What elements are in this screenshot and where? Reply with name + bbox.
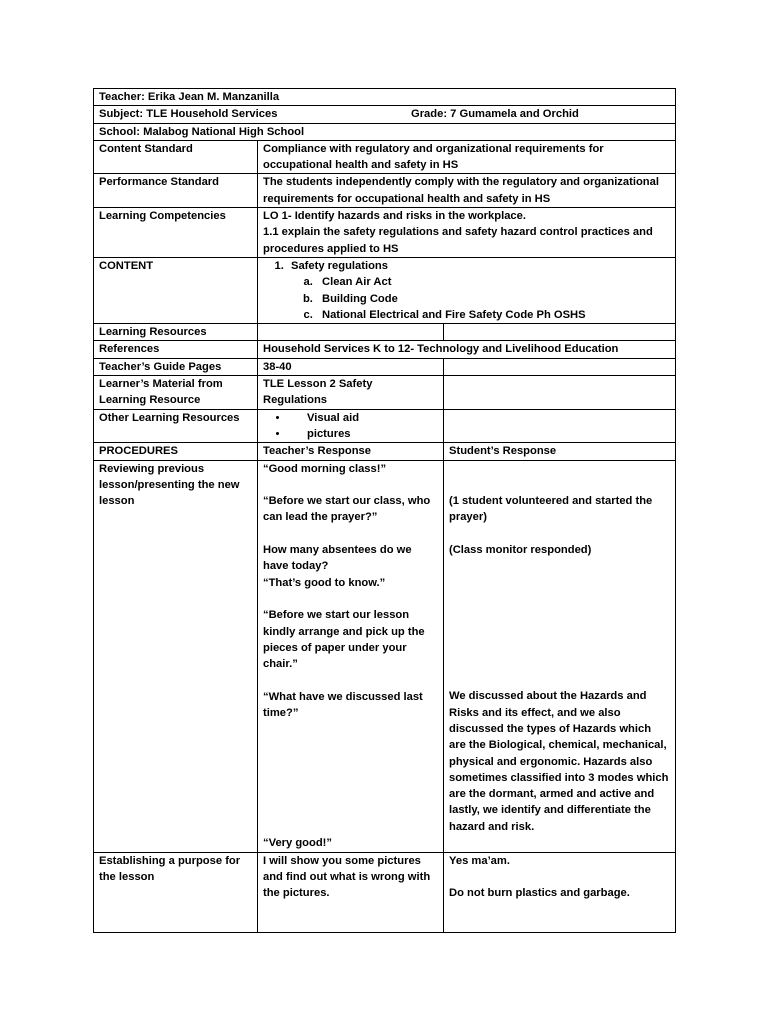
teacher-line: “What have we discussed last time?”: [263, 690, 423, 719]
learners-material-text: TLE Lesson 2 Safety Regulations: [258, 376, 444, 410]
list-item: • pictures: [289, 426, 438, 442]
subject-row: [94, 106, 676, 123]
learners-material-row: [94, 376, 676, 410]
establishing-teacher: I will show you some pictures and find out what is wrong with the pictures.: [258, 852, 444, 932]
teachers-guide-label: Teacher’s Guide Pages: [94, 358, 258, 375]
content-row: [94, 257, 676, 323]
teacher-line: “Good morning class!”: [263, 462, 387, 475]
content-sublist: [291, 274, 670, 323]
competency-line-2: 1.1 explain the safety regulations and safety hazard control practices and procedures applied to HS: [263, 226, 653, 255]
learning-competencies-label: Learning Competencies: [94, 208, 258, 258]
student-line: (Class monitor responded): [449, 544, 592, 557]
student-line: (1 student volunteered and started the prayer): [449, 495, 653, 524]
subject-grade-line: [99, 106, 670, 122]
reviewing-row: [94, 460, 676, 852]
teacher-name: Teacher: Erika Jean M. Manzanilla: [94, 89, 676, 106]
subject-text: Subject: TLE Household Services: [99, 108, 278, 121]
reviewing-teacher-cell: [258, 460, 444, 852]
reviewing-student-cell: [444, 460, 676, 852]
teacher-line: “Very good!”: [263, 837, 332, 850]
procedures-label: PROCEDURES: [94, 443, 258, 460]
empty-cell: [444, 324, 676, 341]
list-item: [287, 258, 670, 323]
establishing-row: [94, 852, 676, 932]
teachers-guide-row: [94, 358, 676, 375]
content-numbered-list: [263, 258, 670, 323]
student-response-header: Student’s Response: [444, 443, 676, 460]
teachers-guide-pages: 38-40: [258, 358, 444, 375]
empty-cell: [444, 409, 676, 443]
teacher-line: “Before we start our class, who can lead the prayer?”: [263, 495, 431, 524]
school-row: [94, 123, 676, 140]
performance-standard-text: The students independently comply with the regulatory and organizational requirements for occupational health and safety in HS: [258, 174, 676, 208]
learning-competencies-text: [258, 208, 676, 258]
empty-cell: [444, 376, 676, 410]
learning-competencies-row: [94, 208, 676, 258]
other-resources-label: Other Learning Resources: [94, 409, 258, 443]
references-text: Household Services K to 12- Technology and Livelihood Education: [258, 341, 676, 358]
list-item: b. Building Code: [316, 291, 670, 307]
teacher-row: [94, 89, 676, 106]
teacher-response-header: Teacher’s Response: [258, 443, 444, 460]
content-standard-text: Compliance with regulatory and organizational requirements for occupational health and safety in HS: [258, 140, 676, 174]
learning-resources-row: [94, 324, 676, 341]
other-resources-list: [263, 410, 438, 443]
teacher-line: “Before we start our lesson kindly arrange and pick up the pieces of paper under your chair.”: [263, 609, 425, 671]
empty-cell: [258, 324, 444, 341]
content-standard-label: Content Standard: [94, 140, 258, 174]
student-line: We discussed about the Hazards and Risks and its effect, and we also discussed the types of Hazards which are the Biological, chemical, mechanical, physical and ergonomic. Hazards also sometimes classified into 3 modes which are the dormant, armed and active and lastly, we identify and differentiate the hazard and risk.: [449, 690, 669, 833]
lesson-plan-table: [93, 88, 676, 933]
reviewing-label: Reviewing previous lesson/presenting the new lesson: [94, 460, 258, 852]
list-item: • Visual aid: [289, 410, 438, 426]
content-standard-row: [94, 140, 676, 174]
list-item: a. Clean Air Act: [316, 274, 670, 290]
list-item: c. National Electrical and Fire Safety Code Ph OSHS: [316, 307, 670, 323]
student-line: Do not burn plastics and garbage.: [449, 887, 630, 900]
other-resources-row: [94, 409, 676, 443]
references-row: [94, 341, 676, 358]
establishing-student-cell: [444, 852, 676, 932]
grade-text: Grade: 7 Gumamela and Orchid: [411, 108, 579, 121]
school-name: School: Malabog National High School: [94, 123, 676, 140]
empty-cell: [444, 358, 676, 375]
performance-standard-label: Performance Standard: [94, 174, 258, 208]
establishing-label: Establishing a purpose for the lesson: [94, 852, 258, 932]
content-label: CONTENT: [94, 257, 258, 323]
teacher-line: How many absentees do we have today?: [263, 544, 412, 573]
student-line: Yes ma’am.: [449, 854, 510, 867]
performance-standard-row: [94, 174, 676, 208]
references-label: References: [94, 341, 258, 358]
learning-resources-label: Learning Resources: [94, 324, 258, 341]
content-item: Safety regulations: [291, 259, 388, 272]
procedures-header-row: [94, 443, 676, 460]
teacher-line: “That’s good to know.”: [263, 576, 386, 589]
content-list: [258, 257, 676, 323]
competency-line-1: LO 1- Identify hazards and risks in the workplace.: [263, 210, 526, 223]
learners-material-label: Learner’s Material from Learning Resource: [94, 376, 258, 410]
